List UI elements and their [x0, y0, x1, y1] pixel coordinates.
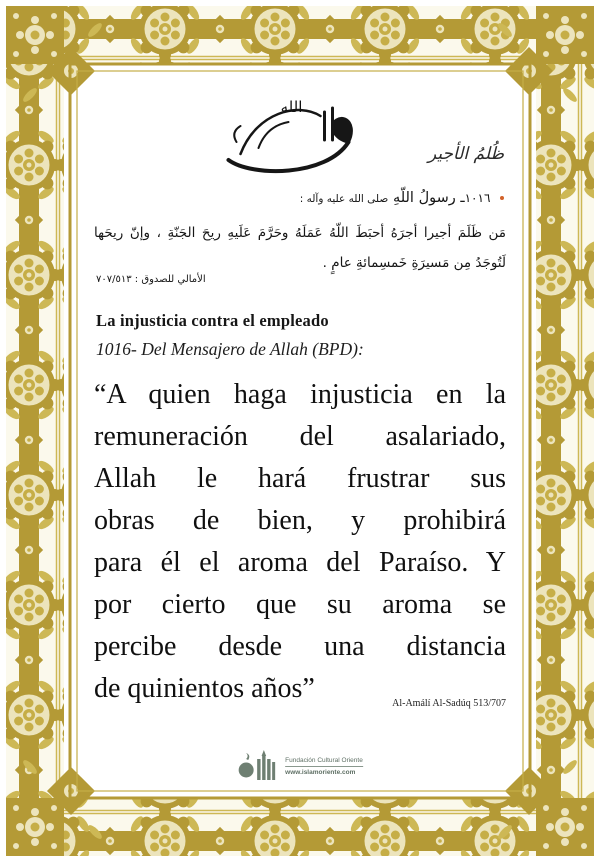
- spanish-quote: [94, 374, 506, 710]
- quote-line: para él el aroma del Paraíso. Y: [94, 547, 506, 578]
- quote-line: Allah le hará frustrar sus: [94, 463, 506, 494]
- arabic-hadith-headline: [300, 190, 504, 206]
- publisher-text: [285, 757, 363, 776]
- arabic-hadith-number: ١٠١٦: [464, 191, 491, 205]
- quote-line: percibe desde una distancia: [94, 631, 506, 662]
- publisher-logo: [237, 750, 363, 782]
- quote-line: obras de bien, y prohibirá: [94, 505, 506, 536]
- source-attribution: Al-Amálí Al-Sadúq 513/707: [392, 698, 506, 709]
- mosque-logo-icon: [237, 750, 279, 782]
- arabic-source-footnote: الأمالي للصدوق : ٧٠٧/٥١٣: [96, 274, 206, 285]
- quote-line: remuneración del asalariado,: [94, 421, 506, 452]
- arabic-salawat: صلى الله عليه وآله :: [299, 193, 389, 205]
- arabic-body-line: لَتُوجَدُ مِن مَسيرَةِ خَمسِمائةِ عامٍ .: [322, 255, 506, 271]
- dash: ـ: [460, 190, 465, 206]
- basmala-word: الله: [280, 98, 303, 116]
- bullet-dot-icon: [500, 196, 504, 200]
- spanish-section-title: La injusticia contra el empleado: [96, 311, 329, 330]
- arabic-narrator: رسولُ اللّهِ: [392, 190, 456, 206]
- arabic-hadith-body: [94, 218, 506, 278]
- publisher-website: www.islamoriente.com: [285, 768, 356, 776]
- quote-line: por cierto que su aroma se: [94, 589, 506, 620]
- basmala-calligraphy: [207, 82, 377, 194]
- quote-line: de quinientos años”: [94, 673, 315, 704]
- arabic-body-line: مَن ظَلَمَ أجيرا أجرَهُ أحبَطَ اللّهُ عَمَلَهُ وحَرَّمَ عَلَيهِ ريحَ الجَنّةِ ، وإنّ ريحَها: [94, 225, 506, 241]
- arabic-chapter-title: ظُلمُ الأجير: [428, 144, 504, 164]
- page-content: [94, 78, 506, 818]
- publisher-name: Fundación Cultural Oriente: [285, 757, 363, 767]
- quote-line: “A quien haga injusticia en la: [94, 379, 506, 410]
- spanish-hadith-intro: 1016- Del Mensajero de Allah (BPD):: [96, 339, 364, 359]
